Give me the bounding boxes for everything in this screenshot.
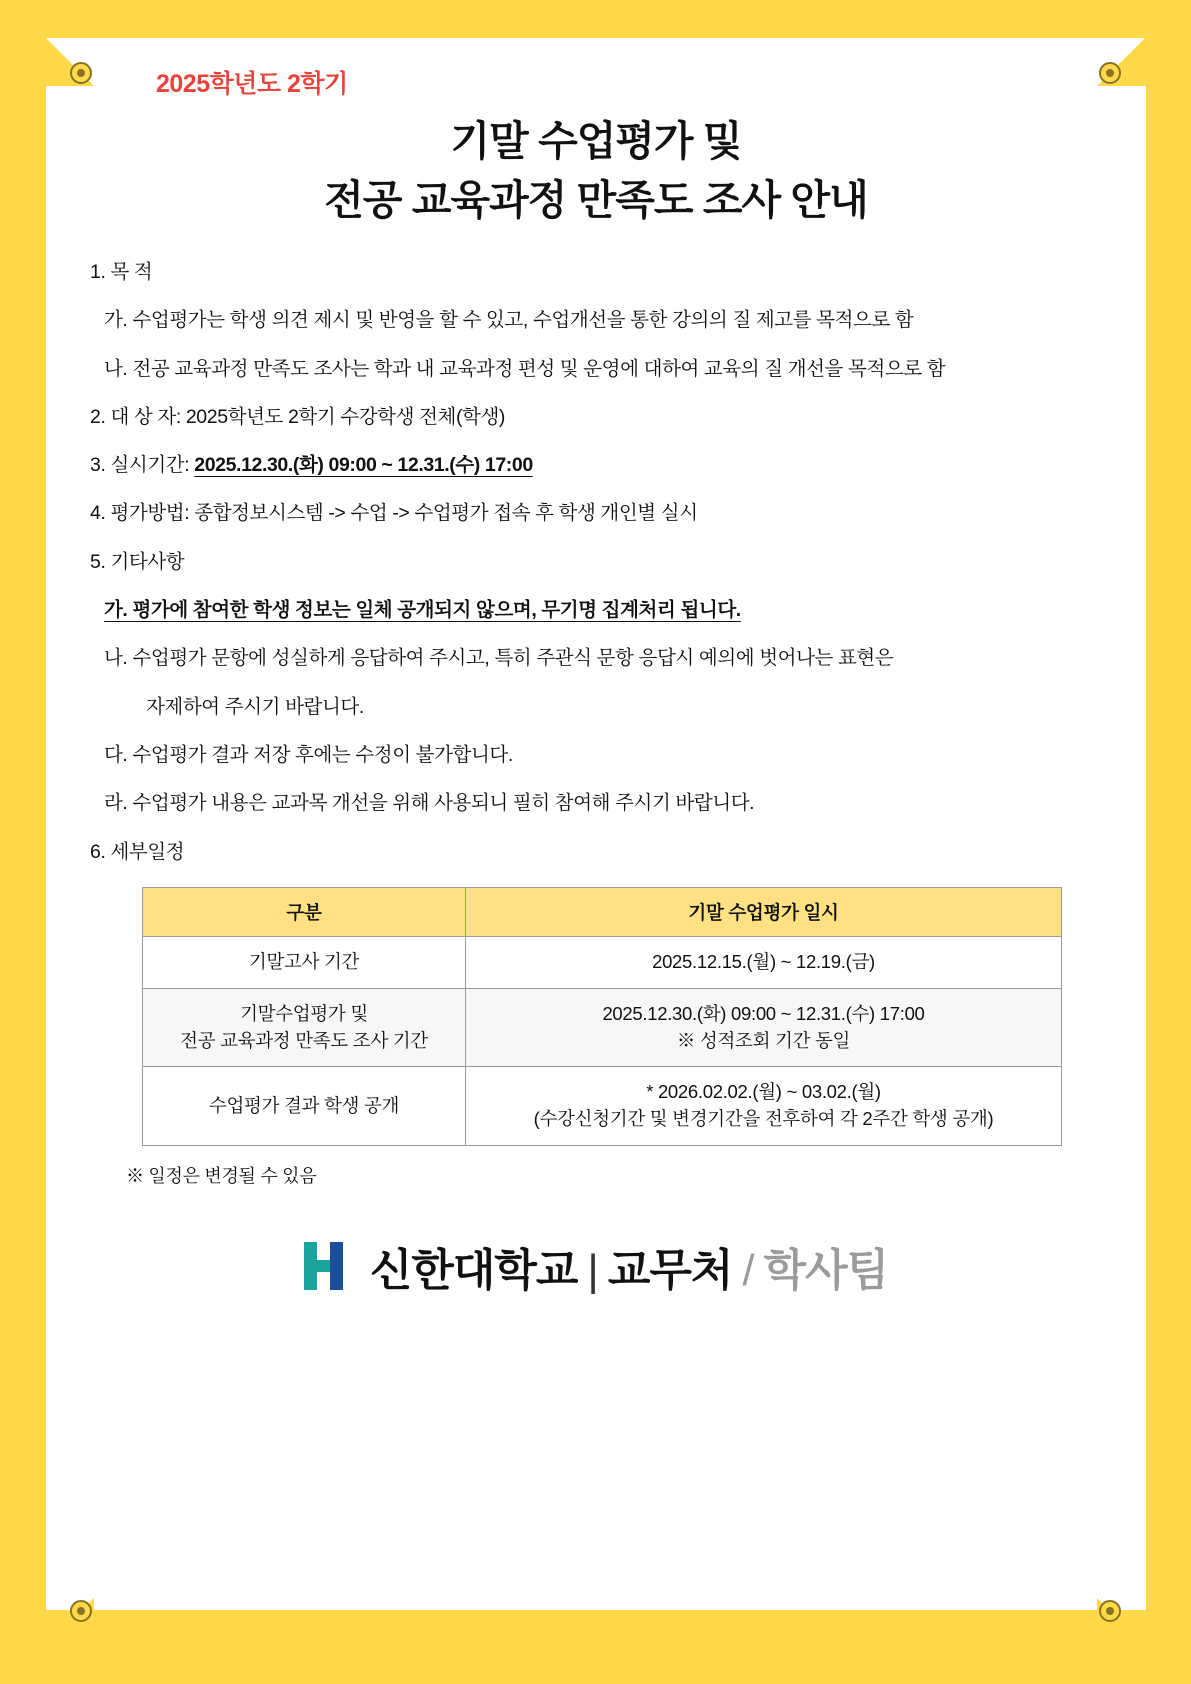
table-row xyxy=(143,988,1062,1067)
table-cell-detail-line1: * 2026.02.02.(월) ~ 03.02.(월) xyxy=(646,1081,881,1103)
table-row xyxy=(143,1067,1062,1146)
section-1-heading: 1. 목 적 xyxy=(90,260,153,283)
table-cell-category-line2: 전공 교육과정 만족도 조사 기간 xyxy=(180,1029,428,1051)
section-5-item-a-text: 가. 평가에 참여한 학생 정보는 일체 공개되지 않으며, 무기명 집계처리 됩니다. xyxy=(104,599,741,622)
footer-text xyxy=(370,1234,888,1298)
table-cell-detail-line1: 2025.12.30.(화) 09:00 ~ 12.31.(수) 17:00 xyxy=(602,1002,925,1024)
footer-logo xyxy=(90,1234,1102,1298)
table-header-row xyxy=(143,887,1062,936)
section-5-item-b-line1: 나. 수업평가 문항에 성실하게 응답하여 주시고, 특히 주관식 문항 응답시 예의에 벗어나는 표현은 xyxy=(104,647,894,670)
table-cell-detail-line2: ※ 성적조회 기간 동일 xyxy=(676,1029,851,1051)
table-cell-detail xyxy=(466,936,1062,988)
table-cell-detail-line1: 2025.12.15.(월) ~ 12.19.(금) xyxy=(652,950,875,972)
footer-team: 학사팀 xyxy=(763,1246,889,1295)
table-row xyxy=(143,936,1062,988)
page-title xyxy=(90,112,1102,231)
table-cell-category: 기말고사 기간 xyxy=(143,936,466,988)
footer-separator: | xyxy=(587,1246,598,1295)
table-cell-detail xyxy=(466,1067,1062,1146)
poster-body xyxy=(90,259,1102,1298)
table-cell-category xyxy=(143,988,466,1067)
semester-label: 2025학년도 2학기 xyxy=(156,70,348,98)
section-2-target: 2. 대 상 자: 2025학년도 2학기 수강학생 전체(학생) xyxy=(90,405,506,428)
section-5-item-c: 다. 수업평가 결과 저장 후에는 수정이 불가합니다. xyxy=(104,744,513,766)
section-5-item-b-line2: 자제하여 주시기 바랍니다. xyxy=(146,695,364,718)
section-6-heading: 6. 세부일정 xyxy=(90,840,185,863)
section-1-item-b: 나. 전공 교육과정 만족도 조사는 학과 내 교육과정 편성 및 운영에 대하여 교육의 질 개선을 목적으로 함 xyxy=(104,357,946,380)
footer-department: 교무처 xyxy=(607,1246,733,1295)
footer-university: 신한대학교 xyxy=(369,1246,578,1295)
table-header-category: 구분 xyxy=(143,887,466,936)
section-1-item-a: 가. 수업평가는 학생 의견 제시 및 반영을 할 수 있고, 수업개선을 통한 강의의 질 제고를 목적으로 함 xyxy=(104,309,914,332)
section-5-heading: 5. 기타사항 xyxy=(90,550,185,573)
title-line-2: 전공 교육과정 만족도 조사 안내 xyxy=(324,177,868,224)
table-cell-detail xyxy=(466,988,1062,1067)
poster-content xyxy=(46,38,1146,1610)
schedule-table xyxy=(142,887,1062,1146)
section-3-period xyxy=(90,452,1102,478)
section-5-item-a xyxy=(90,597,1102,623)
table-header-datetime: 기말 수업평가 일시 xyxy=(466,887,1062,936)
section-3-label: 3. 실시기간: xyxy=(90,454,190,477)
table-cell-category: 수업평가 결과 학생 공개 xyxy=(143,1067,466,1146)
title-line-1: 기말 수업평가 및 xyxy=(450,118,742,164)
section-5-item-d: 라. 수업평가 내용은 교과목 개선을 위해 사용되니 필히 참여해 주시기 바랍니다. xyxy=(104,792,755,815)
table-cell-category-line1: 기말수업평가 및 xyxy=(240,1002,368,1024)
footer-slash: / xyxy=(742,1246,754,1295)
section-4-method: 4. 평가방법: 종합정보시스템 -> 수업 -> 수업평가 접속 후 학생 개인별 실시 xyxy=(90,502,698,525)
section-3-value: 2025.12.30.(화) 09:00 ~ 12.31.(수) 17:00 xyxy=(194,454,533,477)
table-cell-detail-line2: (수강신청기간 및 변경기간을 전후하여 각 2주간 학생 공개) xyxy=(533,1108,994,1130)
university-logo-icon xyxy=(304,1242,356,1290)
schedule-note: ※ 일정은 변경될 수 있음 xyxy=(126,1166,317,1186)
